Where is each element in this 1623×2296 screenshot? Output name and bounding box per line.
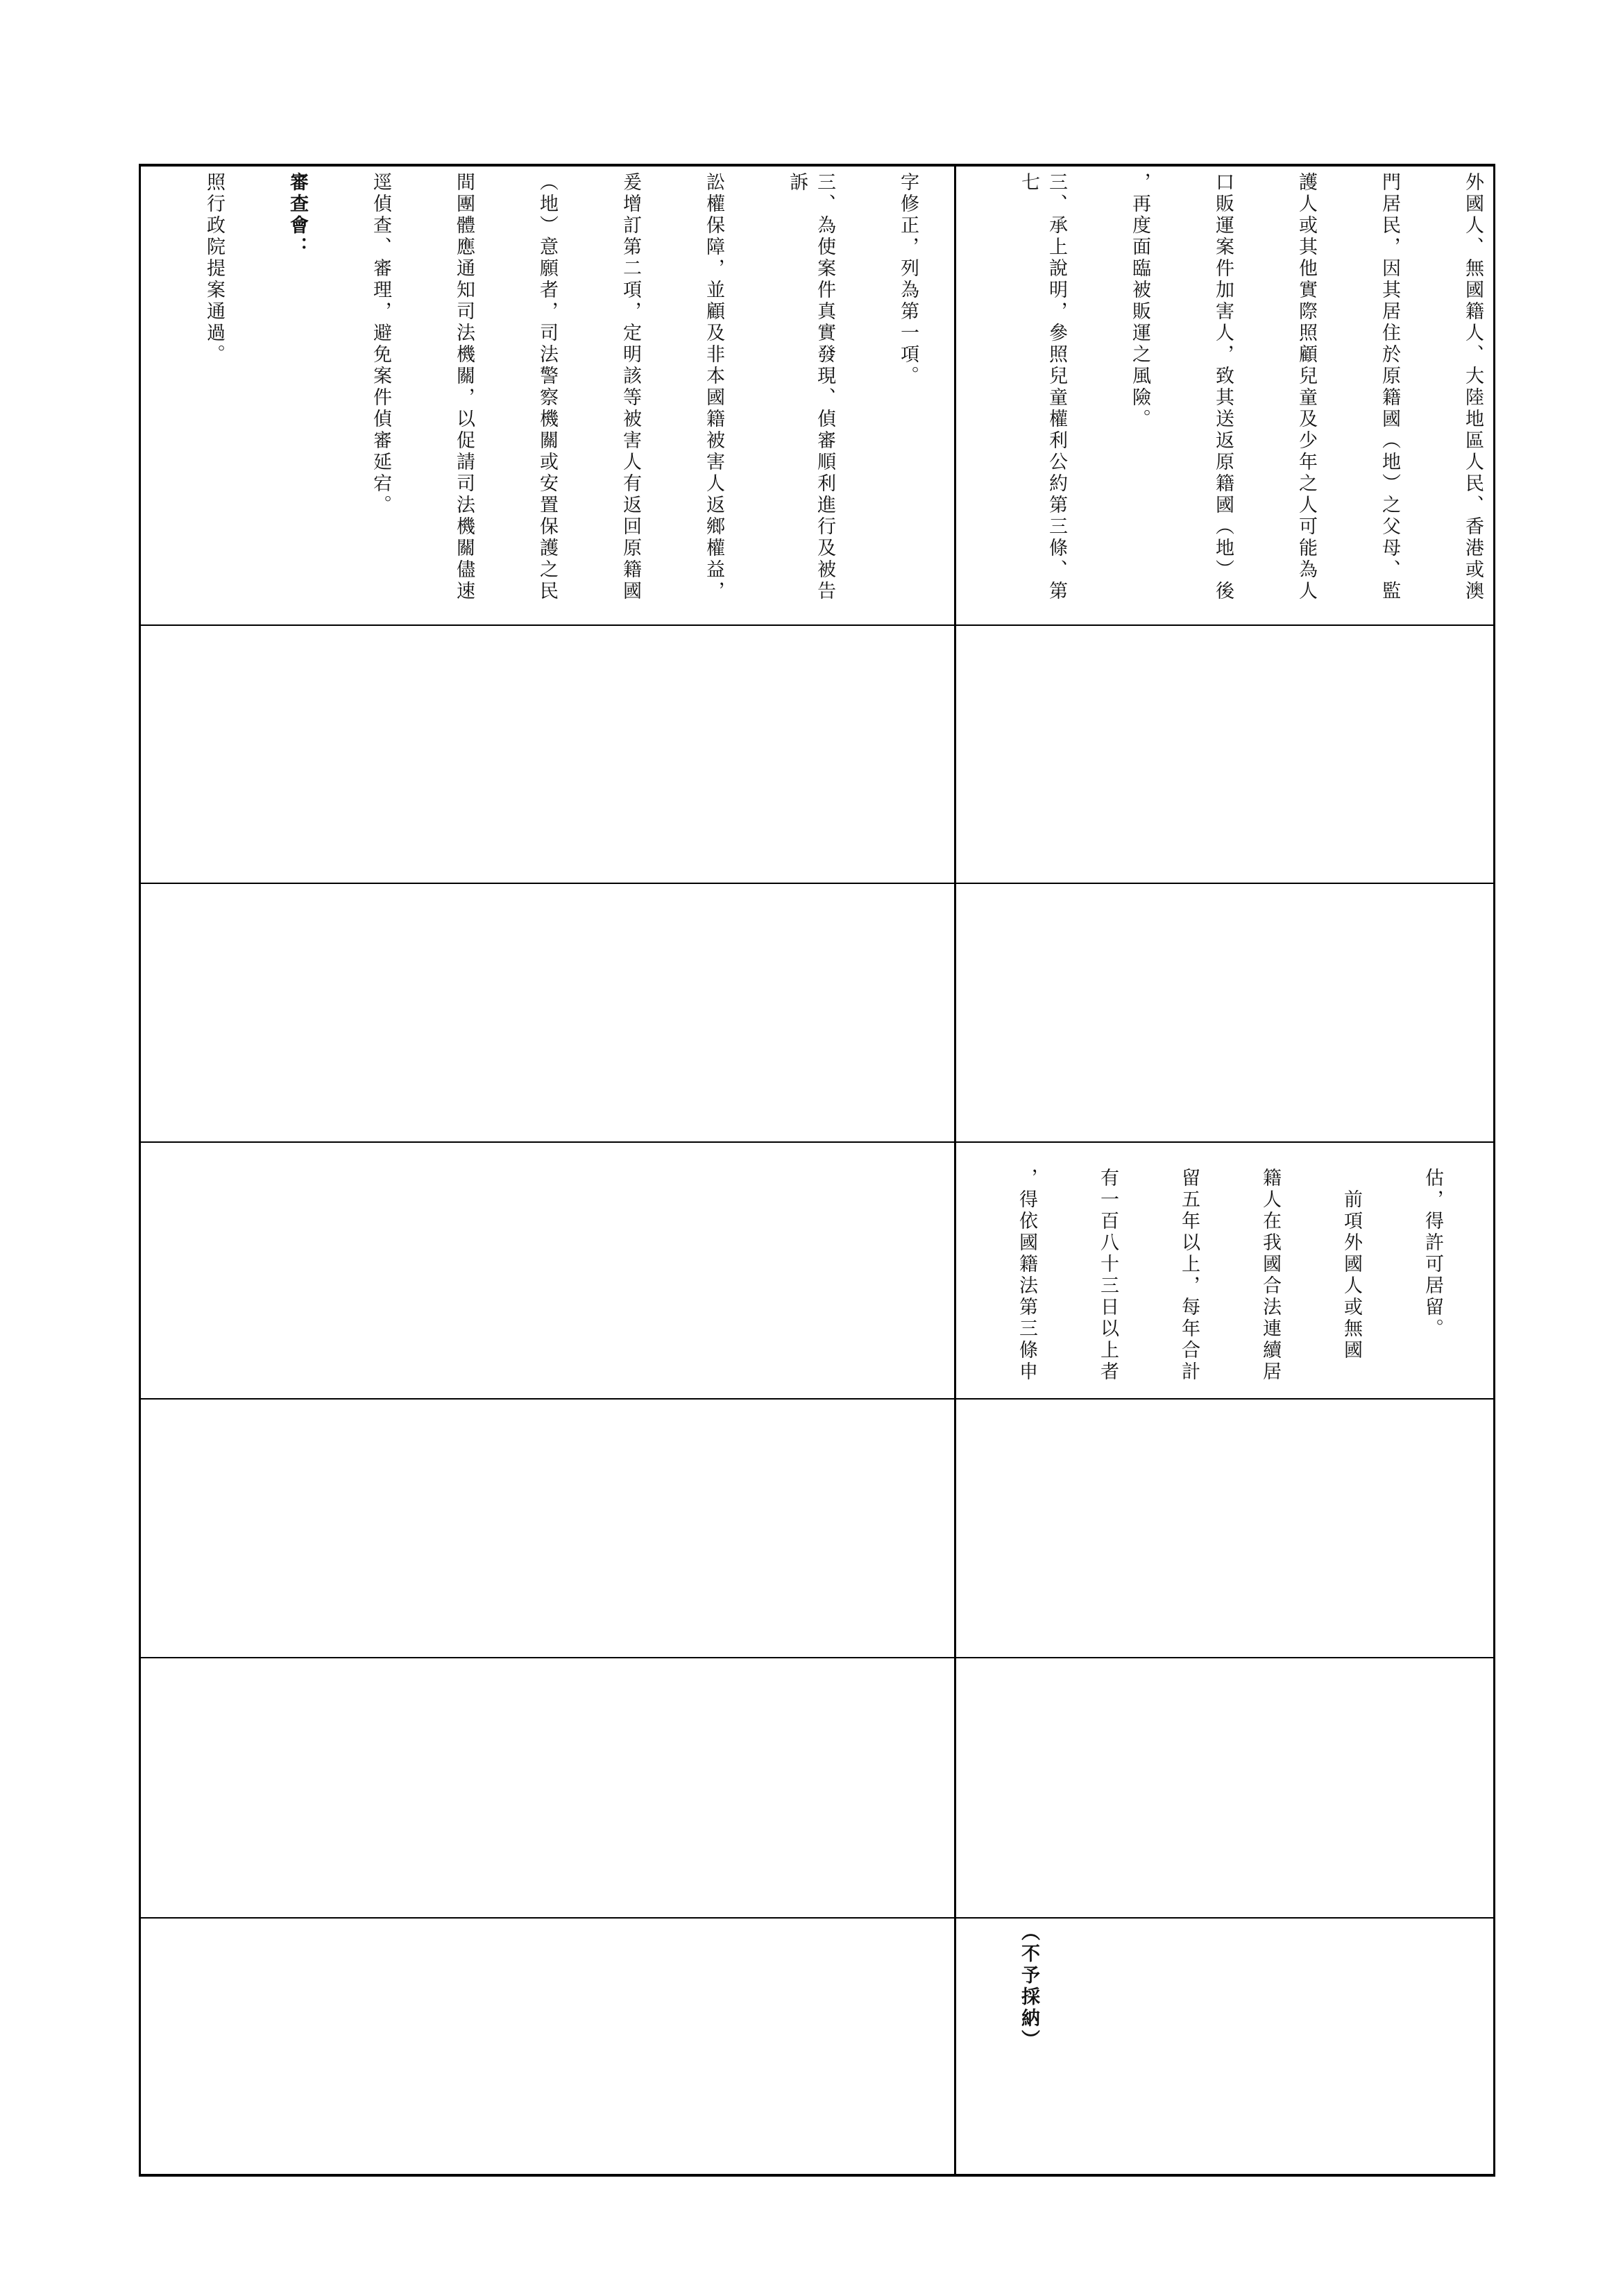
line: ，得依國籍法第三條申 (1016, 1146, 1037, 1383)
upper-explanation-cell (144, 172, 949, 620)
line: 三、承上說明，參照兒童權利公約第三條、第七 (1018, 172, 1067, 602)
line: 籍人在我國合法連續居 (1259, 1146, 1281, 1383)
line: 三、為使案件真實發現、偵審順利進行及被告訴 (786, 172, 835, 602)
line: 護人或其他實際照顧兒童及少年之人可能為人 (1295, 172, 1317, 602)
column-divider-1 (139, 624, 1495, 626)
line: 有一百八十三日以上者 (1097, 1146, 1119, 1383)
table-middle-rule (954, 164, 956, 2176)
table-right-rule (1493, 164, 1495, 2176)
line: （地）意願者，司法警察機關或安置保護之民 (536, 172, 558, 602)
lower-explanation-text (959, 172, 1489, 620)
column-divider-6 (139, 1917, 1495, 1919)
upper-explanation-text (144, 172, 949, 620)
line: 外國人、無國籍人、大陸地區人民、香港或澳 (1462, 172, 1484, 602)
lower-status-cell (959, 1922, 1489, 2170)
line: 留五年以上，每年合計 (1178, 1146, 1200, 1383)
lower-explanation-cell (959, 172, 1489, 620)
line: 估，得許可居留。 (1422, 1146, 1443, 1340)
not-adopted-label: （不予採納） (1018, 1922, 1039, 2051)
table-left-rule (139, 164, 141, 2176)
line: ，再度面臨被販運之風險。 (1129, 172, 1150, 430)
lower-proposal-text (959, 1146, 1489, 1395)
line: 口販運案件加害人，致其送返原籍國（地）後 (1212, 172, 1234, 602)
line: 訟權保障，並顧及非本國籍被害人返鄉權益， (703, 172, 724, 602)
line: 字修正，列為第一項。 (897, 172, 919, 387)
line: 審查會： (287, 172, 308, 258)
table-bottom-rule (139, 2174, 1495, 2177)
column-divider-4 (139, 1398, 1495, 1400)
column-divider-5 (139, 1657, 1495, 1658)
line: 間團體應通知司法機關，以促請司法機關儘速 (453, 172, 475, 602)
column-divider-3 (139, 1141, 1495, 1143)
lower-proposal-cell (959, 1146, 1489, 1395)
table-top-rule (139, 164, 1495, 167)
line: 門居民，因其居住於原籍國（地）之父母、監 (1379, 172, 1400, 602)
line: 前項外國人或無國 (1341, 1146, 1362, 1361)
lower-status-text (959, 1922, 1098, 2170)
line: 照行政院提案通過。 (203, 172, 225, 366)
column-divider-2 (139, 883, 1495, 884)
line: 爰增訂第二項，定明該等被害人有返回原籍國 (620, 172, 641, 602)
line: 逕偵查、審理，避免案件偵審延宕。 (370, 172, 391, 516)
